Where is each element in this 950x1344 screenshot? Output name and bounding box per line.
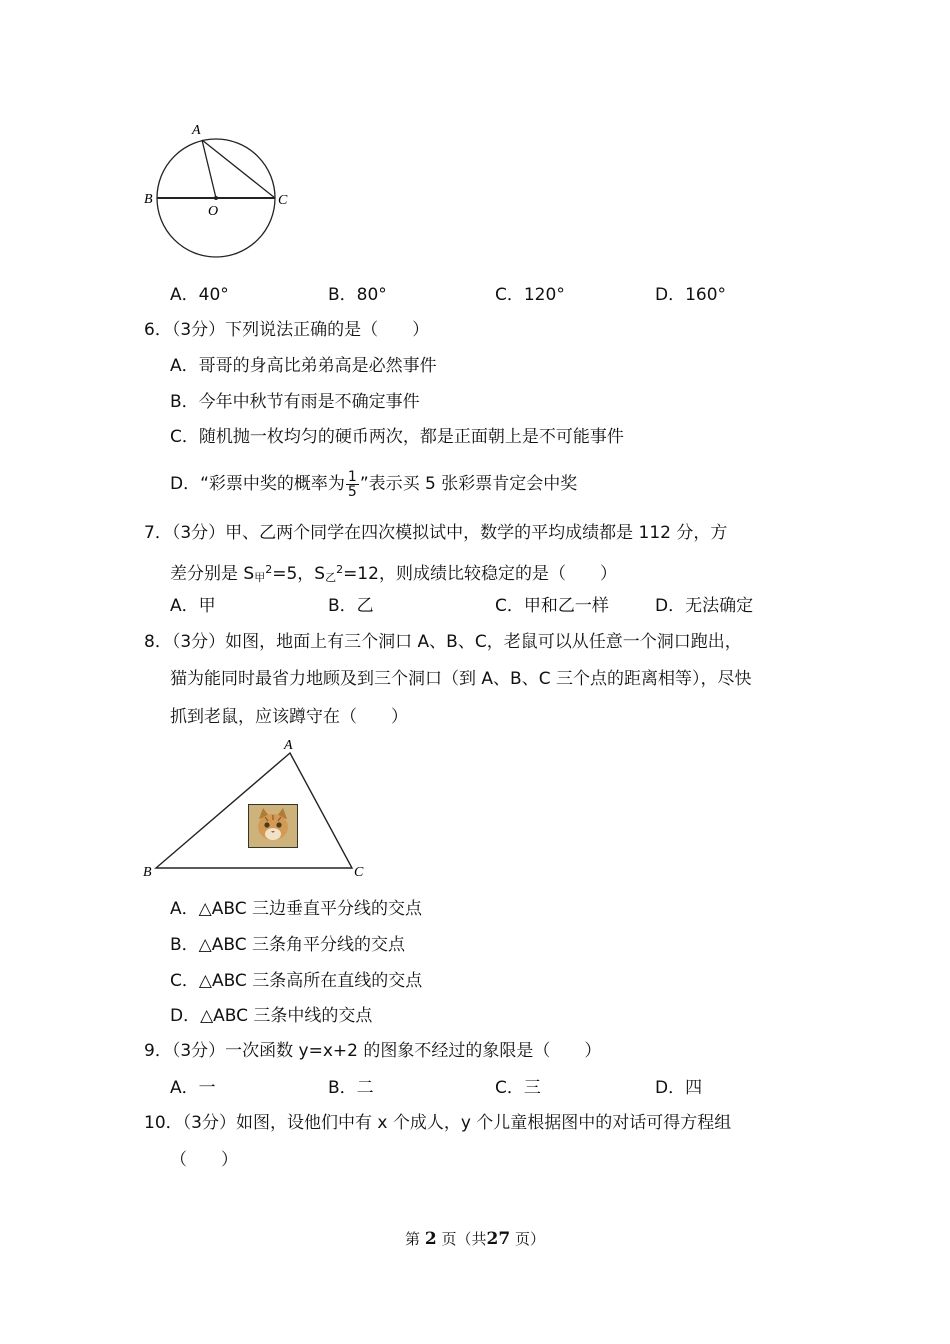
label-b: B	[144, 192, 153, 207]
q10-line-1: 10．（3分）如图，设他们中有 x 个成人，y 个儿童根据图中的对话可得方程组	[144, 1113, 732, 1133]
q6-option-d	[170, 466, 577, 502]
footer-pre: 第	[405, 1230, 421, 1248]
q7-option-d: D．无法确定	[655, 596, 754, 616]
q10-line-2: （ ）	[170, 1150, 238, 1170]
q8-line-3: 抓到老鼠，应该蹲守在（ ）	[170, 707, 408, 727]
q7-option-a: A．甲	[170, 596, 216, 616]
q6-option-c: C．随机抛一枚均匀的硬币两次，都是正面朝上是不可能事件	[170, 427, 624, 447]
q8-option-b: B．△ABC 三条角平分线的交点	[170, 935, 406, 955]
label-c: C	[278, 193, 288, 208]
label-a: A	[284, 738, 293, 753]
q8-line-1: 8．（3分）如图，地面上有三个洞口 A、B、C，老鼠可以从任意一个洞口跑出，	[144, 632, 742, 652]
q7-text-a: 差分别是 S	[170, 564, 255, 584]
superscript-2: 2	[265, 563, 273, 576]
label-o: O	[208, 204, 219, 219]
q7-line-1: 7．（3分）甲、乙两个同学在四次模拟试中，数学的平均成绩都是 112 分，方	[144, 523, 728, 543]
q5-option-a: A．40°	[170, 285, 229, 305]
q5-option-b: B．80°	[328, 285, 387, 305]
q6-option-b: B．今年中秋节有雨是不确定事件	[170, 392, 420, 412]
segment-ac	[202, 140, 275, 198]
q7-option-b: B．乙	[328, 596, 374, 616]
label-c: C	[354, 865, 364, 880]
fraction-one-fifth	[346, 470, 359, 499]
center-point	[214, 196, 218, 200]
q7-option-c: C．甲和乙一样	[495, 596, 609, 616]
q8-option-a: A．△ABC 三边垂直平分线的交点	[170, 899, 422, 919]
kitten-icon	[249, 805, 297, 847]
q6-d-prefix: D．“彩票中奖的概率为	[170, 474, 345, 494]
subscript-yi: 乙	[325, 571, 337, 584]
q5-option-d: D．160°	[655, 285, 727, 305]
circle-figure	[140, 118, 300, 268]
label-b: B	[143, 865, 152, 880]
superscript-2b: 2	[336, 563, 344, 576]
cat-image	[248, 804, 298, 848]
q7-line-2	[170, 558, 617, 590]
subscript-jia: 甲	[254, 571, 266, 584]
fraction-numerator: 1	[347, 468, 357, 485]
q8-option-d: D．△ABC 三条中线的交点	[170, 1006, 373, 1026]
q7-text-c: =12，则成绩比较稳定的是（ ）	[343, 564, 617, 584]
q9-option-c: C．三	[495, 1078, 541, 1098]
footer-post: 页）	[514, 1230, 545, 1248]
q9-option-d: D．四	[655, 1078, 703, 1098]
q8-line-2: 猫为能同时最省力地顾及到三个洞口（到 A、B、C 三个点的距离相等），尽快	[170, 669, 752, 689]
page-footer	[0, 1228, 950, 1249]
q7-text-b: =5，S	[272, 564, 326, 584]
footer-mid: 页（共	[441, 1230, 487, 1248]
q9-option-b: B．二	[328, 1078, 374, 1098]
q9-stem: 9．（3分）一次函数 y=x+2 的图象不经过的象限是（ ）	[144, 1041, 602, 1061]
q6-option-a: A．哥哥的身高比弟弟高是必然事件	[170, 356, 437, 376]
q8-option-c: C．△ABC 三条高所在直线的交点	[170, 971, 423, 991]
q5-option-c: C．120°	[495, 285, 565, 305]
total-pages: 27	[486, 1229, 511, 1249]
q9-option-a: A．一	[170, 1078, 216, 1098]
page-number: 2	[424, 1229, 437, 1249]
label-a: A	[192, 123, 201, 138]
fraction-denominator: 5	[347, 483, 357, 500]
q6-stem: 6．（3分）下列说法正确的是（ ）	[144, 320, 430, 340]
q6-d-suffix: ”表示买 5 张彩票肯定会中奖	[359, 474, 578, 494]
